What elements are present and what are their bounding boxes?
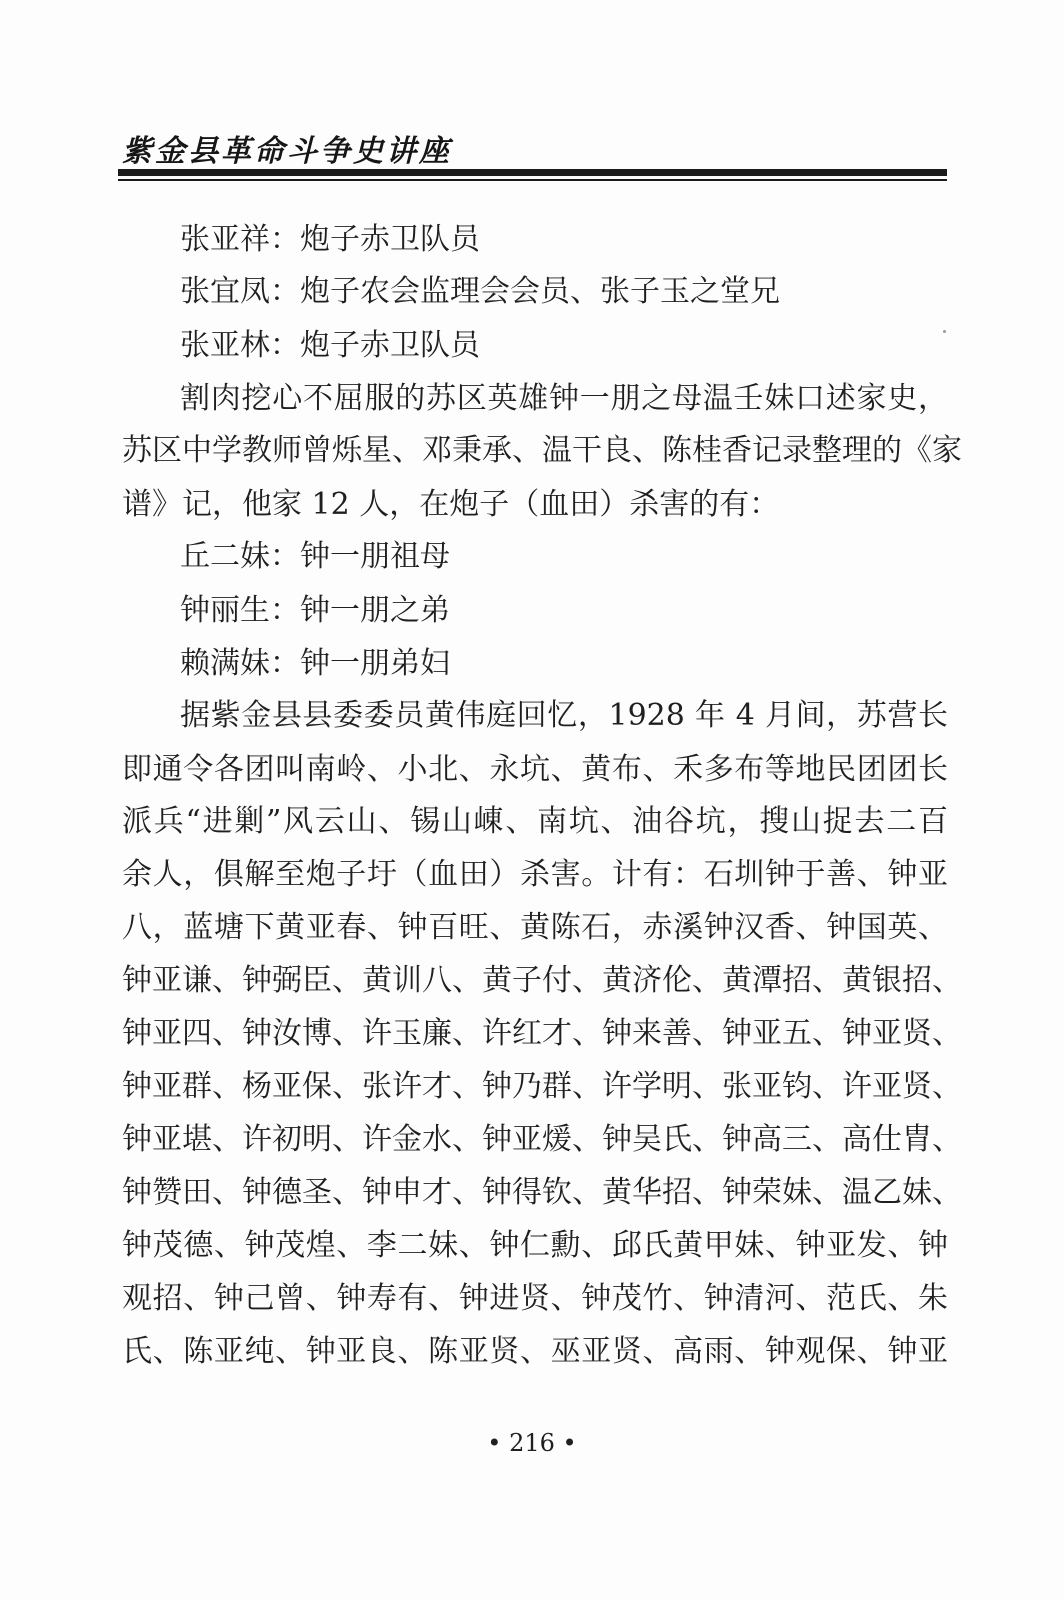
text-line: 据紫金县县委委员黄伟庭回忆，1928 年 4 月间，苏营长 — [180, 698, 948, 733]
text-line: 钟亚四、钟汝博、许玉廉、许红才、钟来善、钟亚五、钟亚贤、 — [122, 1016, 962, 1051]
text-line: 钟茂德、钟茂煌、李二妹、钟仁勳、邱氏黄甲妹、钟亚发、钟 — [122, 1228, 948, 1263]
text-line: 钟丽生：钟一朋之弟 — [180, 593, 450, 628]
text-line: 钟亚谦、钟弼臣、黄训八、黄子付、黄济伦、黄潭招、黄银招、 — [122, 963, 962, 998]
paper-speck — [943, 330, 946, 333]
header-rule-thin — [118, 179, 947, 181]
text-line: 谱》记，他家 12 人，在炮子（血田）杀害的有： — [122, 487, 780, 522]
text-line: 割肉挖心不屈服的苏区英雄钟一朋之母温壬妹口述家史， — [180, 381, 948, 416]
text-line: 即通令各团叫南岭、小北、永坑、黄布、禾多布等地民团团长 — [122, 752, 948, 787]
running-title: 紫金县革命斗争史讲座 — [122, 134, 452, 169]
text-line: 赖满妹：钟一朋弟妇 — [180, 646, 450, 681]
text-line: 钟亚群、杨亚保、张许才、钟乃群、许学明、张亚钧、许亚贤、 — [122, 1069, 962, 1104]
text-line: 张亚林：炮子赤卫队员 — [180, 328, 480, 363]
text-line: 氏、陈亚纯、钟亚良、陈亚贤、巫亚贤、高雨、钟观保、钟亚 — [122, 1334, 948, 1369]
header-rule-thick — [118, 169, 947, 176]
page-number: • 216 • — [487, 1429, 577, 1457]
text-line: 丘二妹：钟一朋祖母 — [180, 539, 450, 574]
text-line: 张宜凤：炮子农会监理会会员、张子玉之堂兄 — [180, 274, 780, 309]
text-line: 苏区中学教师曾烁星、邓秉承、温干良、陈桂香记录整理的《家 — [122, 433, 962, 468]
text-line: 派兵“进剿”风云山、锡山崠、南坑、油谷坑，搜山捉去二百 — [122, 804, 948, 839]
text-line: 钟赞田、钟德圣、钟申才、钟得钦、黄华招、钟荣妹、温乙妹、 — [122, 1175, 962, 1210]
text-line: 张亚祥：炮子赤卫队员 — [180, 222, 480, 257]
text-line: 余人，俱解至炮子圩（血田）杀害。计有：石圳钟于善、钟亚 — [122, 857, 948, 892]
text-line: 八，蓝塘下黄亚春、钟百旺、黄陈石，赤溪钟汉香、钟国英、 — [122, 910, 948, 945]
text-line: 观招、钟己曾、钟寿有、钟进贤、钟茂竹、钟清河、范氏、朱 — [122, 1281, 948, 1316]
text-line: 钟亚堪、许初明、许金水、钟亚煖、钟吴氏、钟高三、高仕胄、 — [122, 1122, 962, 1157]
